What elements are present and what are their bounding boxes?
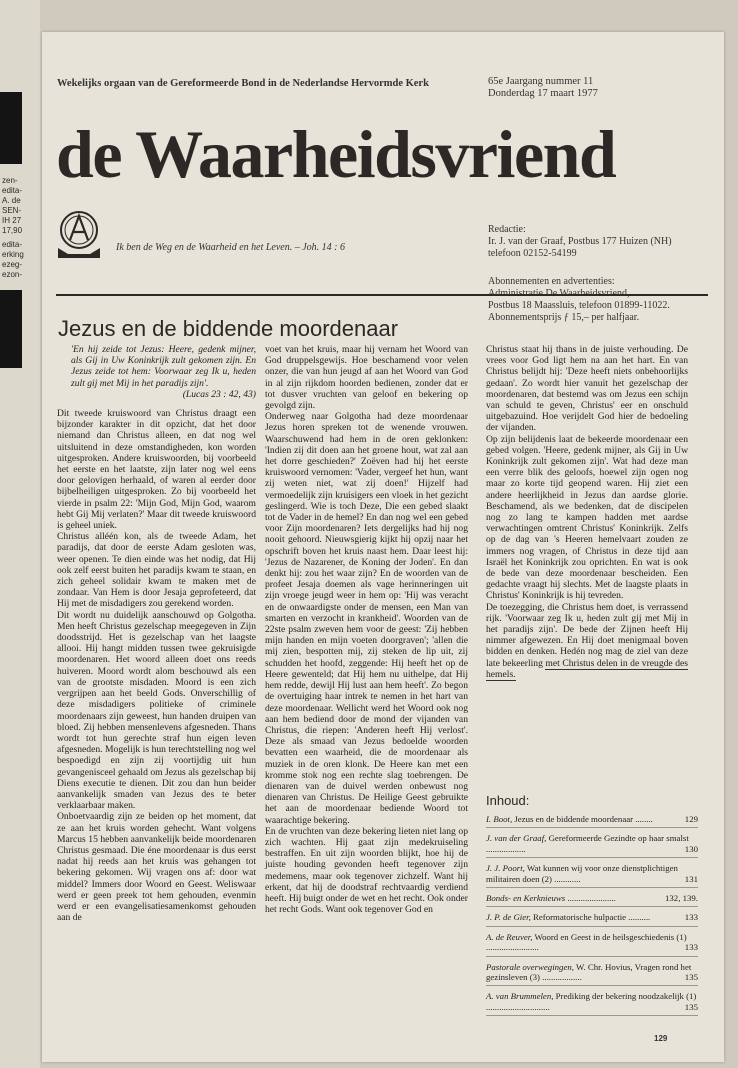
- issue-number: 65e Jaargang nummer 11: [488, 76, 594, 87]
- scripture-reference: (Lucas 23 : 42, 43): [182, 388, 256, 400]
- toc-item: J. J. Poort, Wat kunnen wij voor onze dienstplichtigen militairen doen (2) ............ 131: [486, 863, 698, 888]
- administration-info: Abonnementen en advertenties: Postbus 18 Maassluis, telefoon 01899-11022. Abonnementsprijs ƒ 15,– per halfjaar.: [488, 276, 670, 323]
- header-divider: [56, 294, 708, 296]
- toc-title: Inhoud:: [486, 793, 530, 808]
- paragraph: Christus staat hij thans in de juiste verhouding. De vrees voor God ligt hem na aan het hart. En van Christus belijdt hij: 'Deze heeft niets onbehoorlijks gedaan'. Zo wordt hier vanuit het gezelschap der moordenaren, dat bestemd was om Jezus een schijn van schuld te geven, Christus' eer en onschuld uitgebazuind. Hoe verijdelt God hier de bedoeling der vijanden.: [486, 344, 688, 434]
- adjacent-page-strip: [0, 0, 40, 1068]
- editorial-info: Redactie: Ir. J. van der Graaf, Postbus 177 Huizen (NH) telefoon 02152-54199 Abonnementen en advertenties: Postbus 18 Maassluis, telefoon 01899-11022. Abonnementsprijs ƒ 15,– per halfjaar.: [488, 224, 672, 323]
- black-bar: [0, 290, 22, 368]
- newspaper-page: [42, 32, 724, 1062]
- table-of-contents: [486, 793, 698, 1021]
- underlined-closing: met Christus delen in de vreugde des hemels.: [486, 657, 688, 680]
- alpha-omega-logo-icon: [56, 208, 102, 260]
- page-number: 129: [654, 1034, 668, 1043]
- paragraph: Onderweg naar Golgotha had deze moordenaar Jezus horen spreken tot de wenende vrouwen. Waarschuwend had hem in de oren geklonken: 'Indien zij dit doen aan het groene hout, wat zal aan het dorre geschieden?' Zoëven had hij het eerste kruiswoord vernomen: 'Vader, vergeef het hun, want zij weten niet, wat zij doen!' Hijzelf had vermoedelijk zijn kruisigers een vloek in het gezicht geslingerd. Wie is toch Deze, Die een gebed slaakt tot de Vader in de hemel? En dan nog wel een gebed voor Zijn moordenaren? Iets dergelijks had hij nog nooit gehoord. Nieuwsgierig kijkt hij opzij naar het opschrift boven het kruis naast hem. Daar leest hij: 'Jezus de Nazarener, de Koning der Joden'. En dan denkt hij: zou het waar zijn? En de woorden van de profeet Jesaja doemen als vage herinneringen uit zijn vroege jeugd weer in hem op: 'Hij was veracht en de onwaardigste onder de mensen, een Man van smarten en verzocht in krankheid'. Woorden van de 22ste psalm zweven hem voor de geest: 'Zij hebben mijn handen en mijn voeten doorgraven'; 'allen die mij zien, bespotten mij, zij steken de lip uit, zij schudden het hoofd, zeggende: Hij heeft het op de Heere gewenteld; dat Hij hem nu uithelpe, dat Hij hem redde, dewijl Hij lust aan hem heeft'. Zo begon de overtuiging haar intrek te nemen in het hart van deze moordenaar. Wellicht werd het Woord ook nog aan hem bediend door de mond der vijanden van Christus, die riepen: 'Anderen heeft Hij verlost'. Deze als smaad van Jezus bedoelde woorden bevatten een waarheid, die de moordenaar als muziek in de oren klonk. De Heere kan met een kromme stok nog een rechte slag toebrengen. De dienaren van de duivel werden onbewust nog dienaren van Christus. De Heilige Geest gebruikte het aan de moordenaar bediende Woord tot waarachtige bekering.: [265, 411, 468, 826]
- redactie-label: Redactie:: [488, 224, 526, 235]
- article-title: Jezus en de biddende moordenaar: [58, 316, 399, 341]
- toc-item: J. P. de Gier, Reformatorische hulpactie .......... 133: [486, 912, 698, 926]
- motto: Ik ben de Weg en de Waarheid en het Leven. – Joh. 14 : 6: [116, 242, 346, 253]
- paragraph: voet van het kruis, maar hij vernam het Woord van God druppelsgewijs. Hoe beschamend voor velen onzer, die van hun jeugd af aan het Woord van God in al zijn rijkdom hoorden bedienen, zonder dat er tot dusver vruchten van geloof en bekering op gevolgd zijn.: [265, 344, 468, 412]
- paragraph: Dit tweede kruiswoord van Christus draagt een bijzonder karakter in dit opzicht, dat het door niemand dan Christus alleen, en dat nog wel uitsluitend in deze omstandigheden, kon worden uitgesproken. Andere kruiswoorden, bij voorbeeld het eerste en het laatste, zijn later nog wel eens door gelovigen herhaald, of waren al eerder door bijbelheiligen uitgesproken. Zo bij voorbeeld het vierde in psalm 22: 'Mijn God, Mijn God, waarom hebt Gij Mij verlaten?' Maar dit tweede kruiswoord is geheel uniek.: [57, 408, 256, 532]
- paragraph: En de vruchten van deze bekering lieten niet lang op zich wachten. Hij gaat zijn medekruiseling bestraffen. En uit zijn woorden blijkt, hoe hij de juiste houding gevonden heeft tegenover zijn medemens, maar ook tegenover zichzelf. Want hij erkent, dat hij de doodstraf rechtvaardig verdiend heeft. Hij buigt onder de wet en het recht. Ook onder het recht Gods. Want ook tegenover God en: [265, 825, 469, 916]
- issue-info: [488, 76, 598, 100]
- black-bar: [0, 92, 22, 164]
- toc-item: A. van Brummelen, Prediking der bekering noodzakelijk (1) ............................. 135: [486, 991, 698, 1016]
- article-column-3: [486, 344, 688, 680]
- issue-date: Donderdag 17 maart 1977: [488, 88, 598, 99]
- article-column-2: [265, 344, 468, 915]
- toc-item: A. de Reuver, Woord en Geest in de heilsgeschiedenis (1) ........................ 133: [486, 932, 698, 957]
- publication-subtitle: Wekelijks orgaan van de Gereformeerde Bond in de Nederlandse Hervormde Kerk: [57, 78, 429, 89]
- paragraph: Dit wordt nu duidelijk aanschouwd op Golgotha. Men heeft Christus gezelschap meegegeven in Zijn doodsstrijd. Het is gezelschap van het laagste allooi. Hij hangt midden tussen twee gekruisigde moordenaren. Het woord alleen doet ons reeds huiveren. Moord wordt alom beschouwd als een van de grootste misdaden. Moord is een zich vergrijpen aan het beeld Gods. Onverschillig of deze misdadigers politieke of criminele moordenaars zijn geweest, hun handen druipen van bloed. Zij hebben mensenlevens afgesneden. Thans wordt tot hun gerechte straf hun eigen leven afgesneden. Mogelijk is hun terechtstelling nog wel bespoedigd en zijn zij voortijdig uit hun gevangenisceel gehaald om Jezus als gezelschap bij Diens executie te dienen. Dit zou dan hun beider aanvankelijk smaden van Jezus des te beter verklaarbaar maken.: [57, 609, 256, 812]
- paragraph: Op zijn belijdenis laat de bekeerde moordenaar een gebed volgen. 'Heere, gedenk mijner, als Gij in Uw Koninkrijk zult gekomen zijn'. Wat had deze man een verre blik des geloofs, hoewel zijn ogen nog maar zo korte tijd geopend waren. Hij ziet een andere heerlijkheid in Jezus dan aardse glorie. Beschamend, als we bedenken, dat de discipelen nog zo lang te kampen hadden met aardse verwachtingen omtrent Christus' Koninkrijk. Zelfs op de dag van 's Heeren hemelvaart zouden ze immers nog vragen, of Christus in deze tijd aan Israël het Koninkrijk zou oprichten. En wat is ook de bede van deze moordenaar bescheiden. Een gedachte vraagt hij slechts. Met de laagste plaats in Christus' Koninkrijk is hij tevreden.: [486, 433, 688, 602]
- strip-text-2: edita- erking ezeg- ezon-: [2, 240, 24, 279]
- article-column-1: [57, 344, 256, 923]
- strip-text-1: zen- edita- A. de SEN- IH 27 17,90: [2, 176, 23, 235]
- toc-item: J. van der Graaf, Gereformeerde Gezindte op haar smalst .................. 130: [486, 833, 698, 858]
- toc-item: Pastorale overwegingen, W. Chr. Hovius, Vragen rond het gezinsleven (3) .................. 135: [486, 962, 698, 987]
- toc-item: Bonds- en Kerknieuws ...................... 132, 139.: [486, 893, 698, 907]
- scripture-quote: 'En hij zeide tot Jezus: Heere, gedenk mijner, als Gij in Uw Koninkrijk zult gekomen zijn. En Jezus zeide tot hem: Voorwaar zeg Ik u, heden zult gij met Mij in het paradijs zijn'. (Lucas 23 : 42, 43): [71, 344, 256, 400]
- paragraph: Onboetvaardig zijn ze beiden op het moment, dat ze aan het kruis worden gehecht. Want volgens Marcus 15 hebben aanvankelijk beide moordenaren Christus gesmaad. Die éne moordenaar is dus eerst nadat hij reeds aan het kruis was gehangen tot bekering gekomen. Wij vragen ons af: door wat middel? Immers door Woord en Geest. Weliswaar werd er geen preek tot hem gehouden, evenmin werd er een evangelisatiesamenkomst gehouden aan de: [57, 811, 256, 924]
- paragraph: De toezegging, die Christus hem doet, is verrassend rijk. 'Voorwaar zeg Ik u, heden zult gij met Mij in het paradijs zijn'. De bede der Zijnen heeft Hij nimmer afgewezen. En Hij doet menigmaal boven bidden en denken. Hedén nog mag de ziel van deze late bekeerling met Christus delen in de vreugde des hemels.: [486, 601, 688, 680]
- masthead-title: de Waarheidsvriend: [56, 116, 616, 192]
- toc-item: I. Boot, Jezus en de biddende moordenaar ........ 129: [486, 814, 698, 828]
- paragraph: Christus alléén kon, als de tweede Adam, het paradijs, dat door de eerste Adam gesloten was, weer openen. Te dien einde was het nodig, dat Hij ook zelf eerst buiten het paradijs kwam te staan, en zich geheel solidair kwam te maken met de zondaar. Van Hem is door Jesaja geprofeteerd, dat Hij met de misdadigers zou gerekend worden.: [57, 531, 256, 610]
